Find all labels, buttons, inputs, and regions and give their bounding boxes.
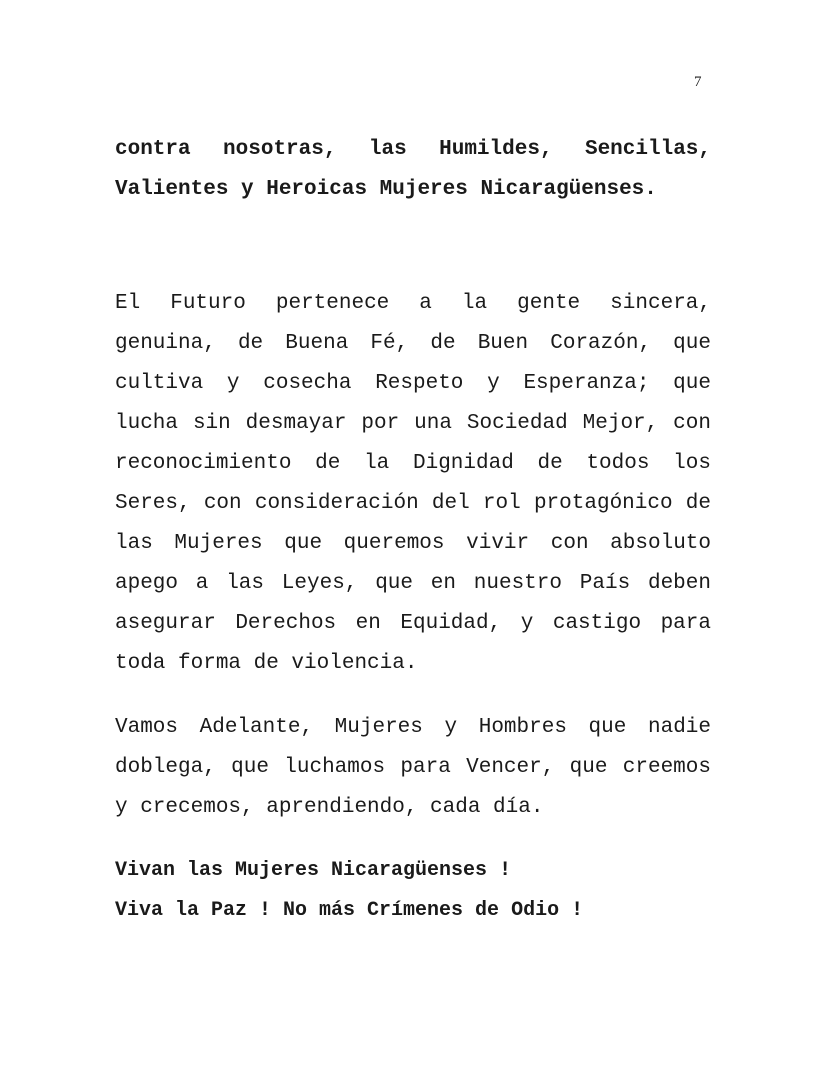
paragraph-forward: Vamos Adelante, Mujeres y Hombres que nadie doblega, que luchamos para Vencer, que creemos y crecemos, aprendiendo, cada día.	[115, 716, 711, 819]
page-number: 7	[694, 74, 702, 90]
closing-lines	[115, 851, 583, 931]
closing-line-peace: Viva la Paz ! No más Crímenes de Odio !	[115, 899, 584, 922]
closing-line-women: Vivan las Mujeres Nicaragüenses !	[115, 859, 512, 882]
paragraph-future: El Futuro pertenece a la gente sincera, genuina, de Buena Fé, de Buen Corazón, que cultiva y cosecha Respeto y Esperanza; que lucha sin desmayar por una Sociedad Mejor, con reconocimiento de la Dignidad de todos los Seres, con consideración del rol protagónico de las Mujeres que queremos vivir con absoluto apego a las Leyes, que en nuestro País deben asegurar Derechos en Equidad, y castigo para toda forma de violencia.	[115, 292, 711, 675]
opening-paragraph: contra nosotras, las Humildes, Sencillas, Valientes y Heroicas Mujeres Nicaragüenses.	[115, 138, 711, 201]
